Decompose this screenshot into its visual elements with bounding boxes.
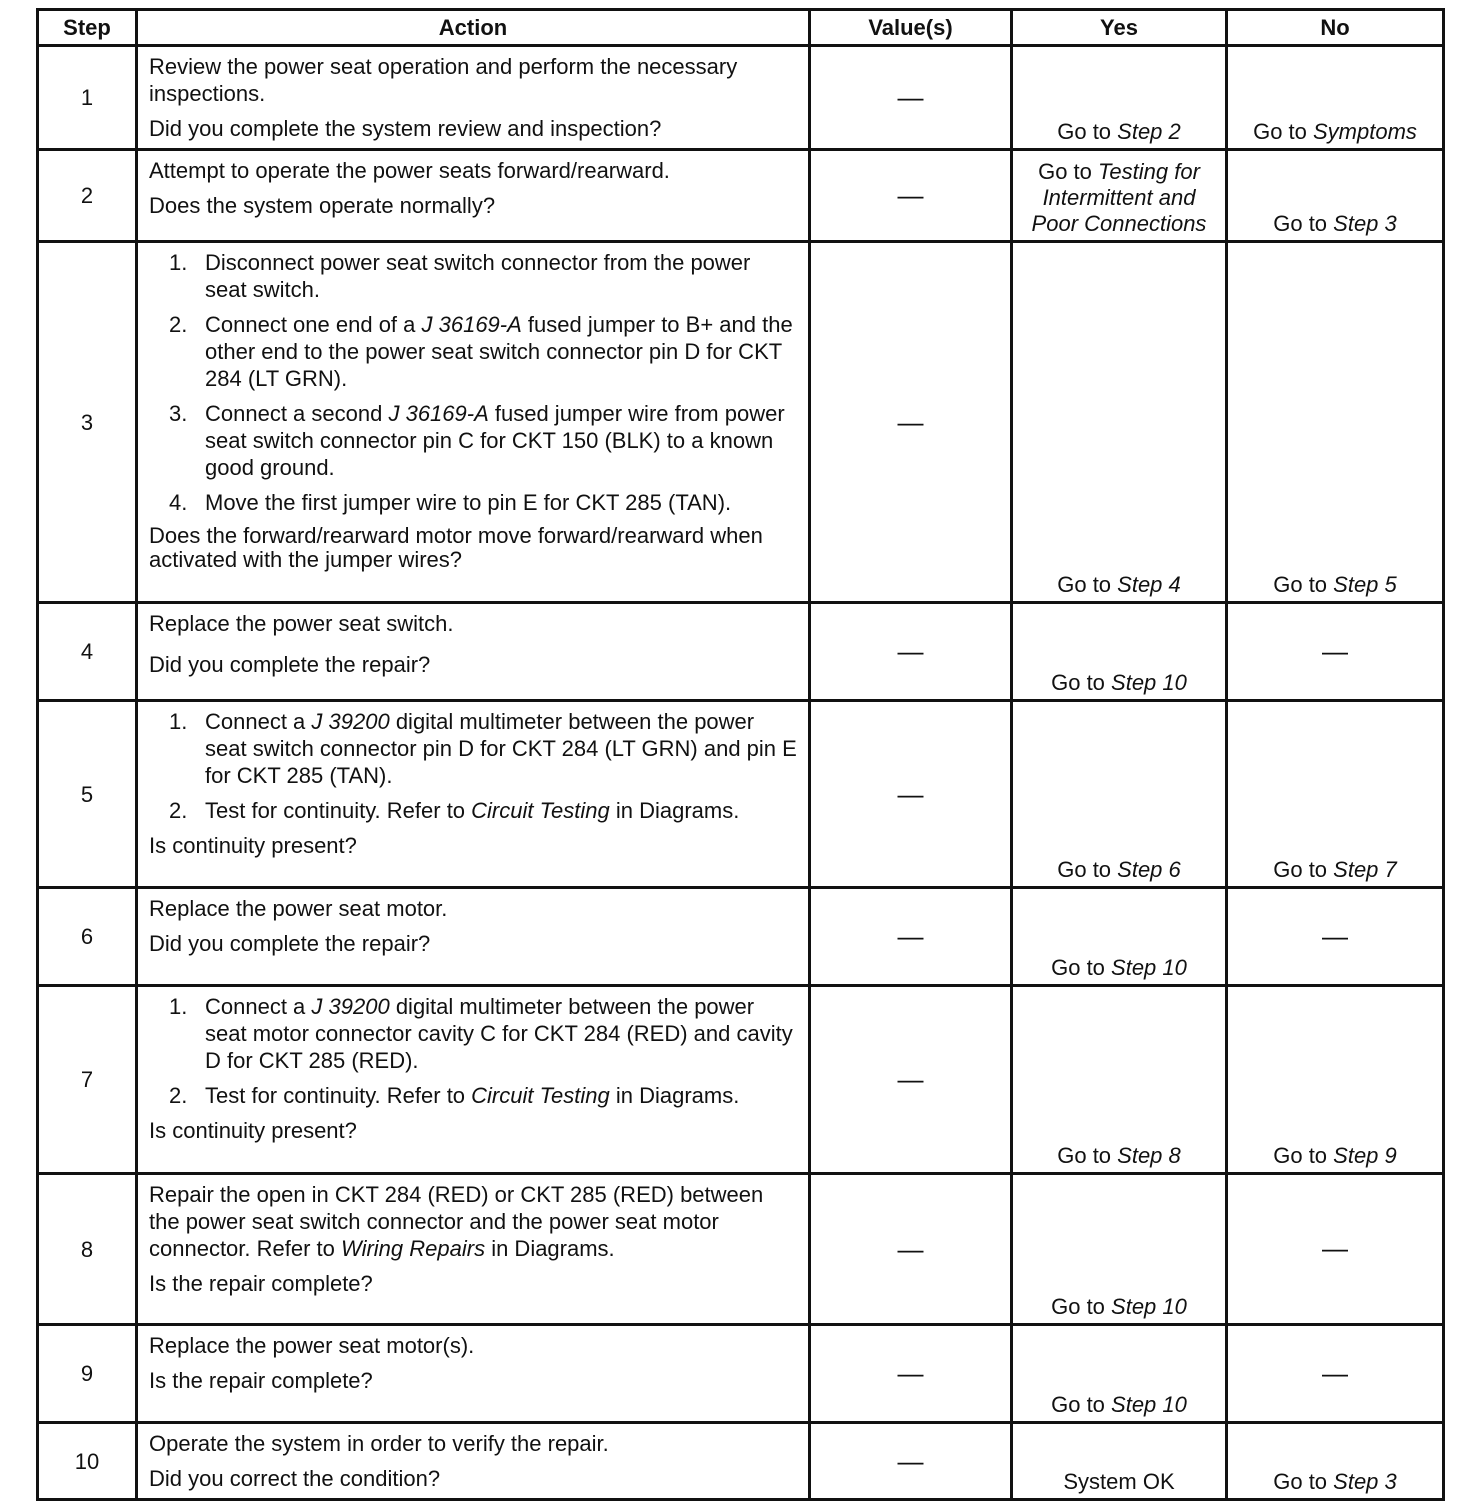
no-cell: — [1227, 1325, 1444, 1423]
action-cell [137, 46, 810, 150]
action-cell [137, 150, 810, 242]
action-cell [137, 603, 810, 701]
step-number: 10 [38, 1423, 137, 1500]
list-item: 1. Disconnect power seat switch connector from the power seat switch. [169, 250, 751, 302]
list-item: 1. Connect a J 39200 digital multimeter between the power seat motor connector cavity C for CKT 284 (RED) and cavity D for CKT 285 (RED). [169, 994, 793, 1073]
yes-cell: System OK [1012, 1423, 1227, 1500]
tool-ref: J 36169-A [421, 312, 522, 337]
action-text: Attempt to operate the power seats forward/rearward. [149, 158, 670, 183]
yes-prefix: Go to [1057, 572, 1118, 597]
action-cell [137, 1325, 810, 1423]
yes-prefix: Go to [1057, 119, 1118, 144]
no-cell [1227, 701, 1444, 888]
list-item: 4. Move the first jumper wire to pin E for CKT 285 (TAN). [169, 490, 732, 515]
value-cell: — [810, 1325, 1012, 1423]
yes-cell [1012, 150, 1227, 242]
action-question: Did you correct the condition? [149, 1466, 441, 1491]
yes-ref: Step 2 [1117, 119, 1181, 144]
step-number: 1 [38, 46, 137, 150]
action-question: Is continuity present? [149, 833, 357, 858]
value-cell: — [810, 986, 1012, 1174]
value-cell: — [810, 603, 1012, 701]
action-text: Operate the system in order to verify the repair. [149, 1431, 609, 1456]
action-question: Did you complete the repair? [149, 652, 431, 677]
no-cell [1227, 150, 1444, 242]
header-no: No [1227, 10, 1444, 46]
action-text: Replace the power seat motor. [149, 896, 448, 921]
yes-ref: Step 10 [1111, 1392, 1187, 1417]
yes-ref: Step 10 [1111, 1294, 1187, 1319]
no-cell: — [1227, 888, 1444, 986]
yes-cell [1012, 242, 1227, 603]
action-text: Review the power seat operation and perform the necessary inspections. [149, 54, 738, 106]
no-prefix: Go to [1273, 857, 1334, 882]
table-row [38, 242, 1444, 603]
yes-prefix: Go to [1051, 1392, 1112, 1417]
action-question: Is the repair complete? [149, 1271, 373, 1296]
header-action: Action [137, 10, 810, 46]
yes-prefix: Go to [1051, 955, 1112, 980]
no-prefix: Go to [1273, 211, 1334, 236]
list-item: 2. Test for continuity. Refer to Circuit Testing in Diagrams. [169, 798, 740, 823]
no-ref: Symptoms [1313, 119, 1417, 144]
list-item: 3. Connect a second J 36169-A fused jumper wire from power seat switch connector pin C for CKT 150 (BLK) to a known good ground. [169, 401, 785, 480]
yes-prefix: Go to [1051, 1294, 1112, 1319]
yes-prefix: Go to [1051, 670, 1112, 695]
yes-ref: Step 6 [1117, 857, 1181, 882]
step-number: 4 [38, 603, 137, 701]
no-cell [1227, 46, 1444, 150]
value-cell: — [810, 46, 1012, 150]
no-ref: Step 7 [1333, 857, 1397, 882]
yes-ref: Step 4 [1117, 572, 1181, 597]
doc-ref: Wiring Repairs [341, 1236, 486, 1261]
value-cell: — [810, 1423, 1012, 1500]
action-list [149, 993, 798, 1109]
action-question: Is continuity present? [149, 1118, 357, 1143]
table-row [38, 603, 1444, 701]
no-ref: Step 5 [1333, 572, 1397, 597]
no-ref: Step 3 [1333, 1469, 1397, 1494]
action-cell [137, 701, 810, 888]
table-row [38, 1174, 1444, 1325]
no-cell: — [1227, 1174, 1444, 1325]
no-prefix: Go to [1273, 1143, 1334, 1168]
action-text: Replace the power seat switch. [149, 611, 454, 636]
list-item: 1. Connect a J 39200 digital multimeter between the power seat switch connector pin D for CKT 284 (LT GRN) and pin E for CKT 285 (TAN). [169, 709, 797, 788]
action-question: Is the repair complete? [149, 1368, 373, 1393]
action-cell [137, 242, 810, 603]
step-number: 6 [38, 888, 137, 986]
step-number: 2 [38, 150, 137, 242]
table-row [38, 888, 1444, 986]
action-question: Did you complete the system review and inspection? [149, 116, 662, 141]
table-row [38, 1423, 1444, 1500]
value-cell: — [810, 150, 1012, 242]
yes-ref: Testing for Intermittent and Poor Connections [1031, 159, 1207, 236]
no-ref: Step 9 [1333, 1143, 1397, 1168]
table-row [38, 701, 1444, 888]
table-row [38, 150, 1444, 242]
step-number: 7 [38, 986, 137, 1174]
yes-prefix: Go to [1057, 857, 1118, 882]
no-cell [1227, 986, 1444, 1174]
action-question: Does the forward/rearward motor move forward/rearward when activated with the jumper wires? [149, 523, 763, 572]
yes-cell [1012, 1174, 1227, 1325]
yes-cell [1012, 46, 1227, 150]
yes-ref: Step 8 [1117, 1143, 1181, 1168]
yes-prefix: Go to [1038, 159, 1098, 184]
yes-ref: Step 10 [1111, 670, 1187, 695]
yes-cell [1012, 888, 1227, 986]
header-step: Step [38, 10, 137, 46]
diagnostic-table [36, 8, 1445, 1501]
step-number: 8 [38, 1174, 137, 1325]
yes-cell [1012, 701, 1227, 888]
tool-ref: J 39200 [311, 709, 390, 734]
no-ref: Step 3 [1333, 211, 1397, 236]
value-cell: — [810, 242, 1012, 603]
value-cell: — [810, 1174, 1012, 1325]
yes-cell [1012, 603, 1227, 701]
action-list [149, 249, 798, 516]
step-number: 9 [38, 1325, 137, 1423]
list-item: 2. Connect one end of a J 36169-A fused jumper to B+ and the other end to the power seat switch connector pin D for CKT 284 (LT GRN). [169, 312, 793, 391]
no-prefix: Go to [1273, 572, 1334, 597]
yes-cell [1012, 1325, 1227, 1423]
action-cell [137, 986, 810, 1174]
doc-ref: Circuit Testing [471, 1083, 610, 1108]
table-row [38, 1325, 1444, 1423]
doc-ref: Circuit Testing [471, 798, 610, 823]
step-number: 5 [38, 701, 137, 888]
action-cell [137, 1174, 810, 1325]
value-cell: — [810, 888, 1012, 986]
tool-ref: J 36169-A [388, 401, 489, 426]
action-cell [137, 1423, 810, 1500]
action-question: Does the system operate normally? [149, 193, 496, 218]
no-cell [1227, 242, 1444, 603]
no-cell [1227, 1423, 1444, 1500]
header-row [38, 10, 1444, 46]
yes-ref: Step 10 [1111, 955, 1187, 980]
yes-cell [1012, 986, 1227, 1174]
action-text: Replace the power seat motor(s). [149, 1333, 475, 1358]
table-row [38, 986, 1444, 1174]
yes-prefix: Go to [1057, 1143, 1118, 1168]
action-cell [137, 888, 810, 986]
action-question: Did you complete the repair? [149, 931, 431, 956]
action-text: Repair the open in CKT 284 (RED) or CKT 285 (RED) between the power seat switch connector and the power seat motor connector. Refer to Wiring Repairs in Diagrams. [149, 1182, 764, 1261]
no-prefix: Go to [1253, 119, 1313, 144]
list-item: 2. Test for continuity. Refer to Circuit Testing in Diagrams. [169, 1083, 740, 1108]
action-list [149, 708, 798, 824]
no-cell: — [1227, 603, 1444, 701]
header-values: Value(s) [810, 10, 1012, 46]
tool-ref: J 39200 [311, 994, 390, 1019]
no-prefix: Go to [1273, 1469, 1334, 1494]
table-row [38, 46, 1444, 150]
header-yes: Yes [1012, 10, 1227, 46]
step-number: 3 [38, 242, 137, 603]
value-cell: — [810, 701, 1012, 888]
